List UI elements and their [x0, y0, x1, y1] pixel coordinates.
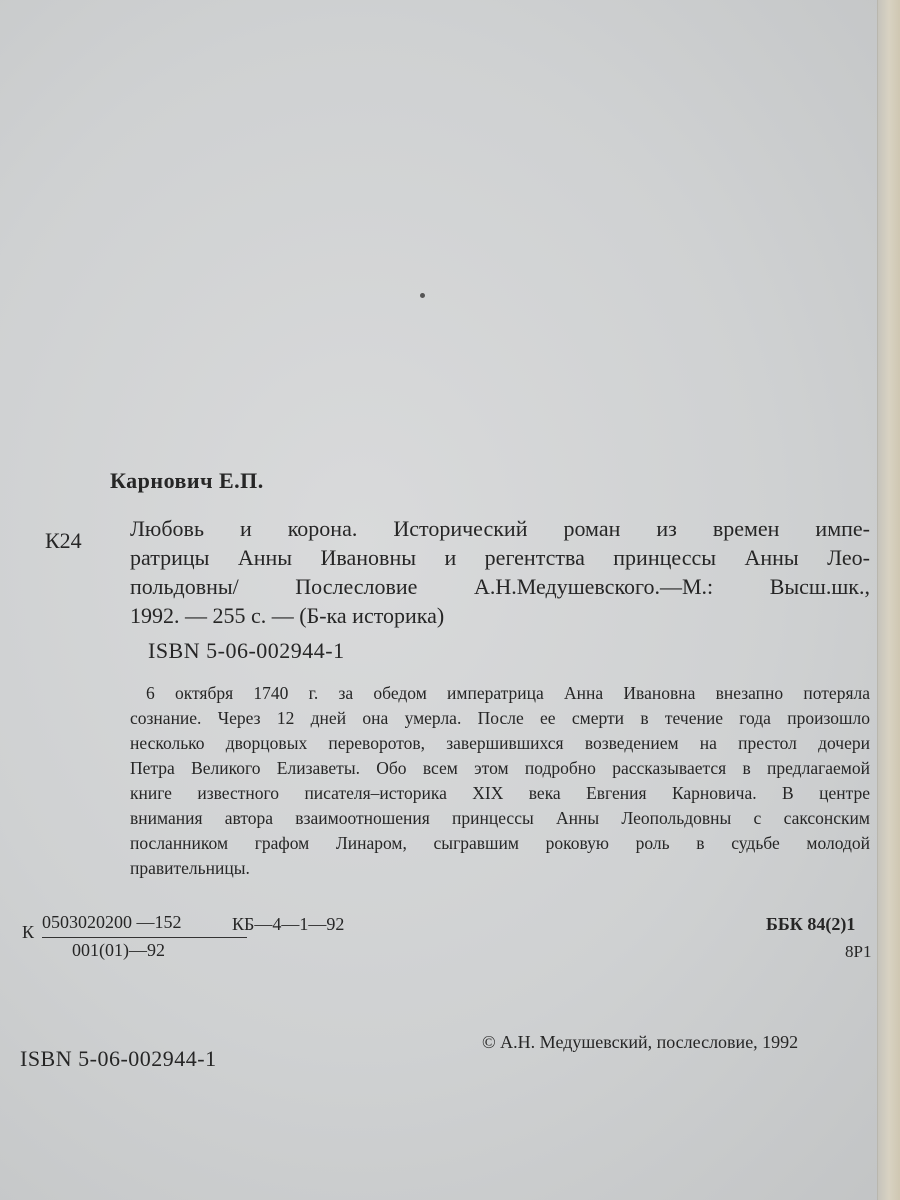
- isbn-footer: ISBN 5-06-002944-1: [20, 1046, 217, 1071]
- copyright-notice: © А.Н. Медушевский, послесловие, 1992: [482, 1032, 799, 1052]
- annotation-line: правительницы.: [130, 858, 250, 878]
- k-code-numerator: 0503020200 —152: [42, 912, 182, 932]
- annotation-line: посланником графом Линаром, сыгравшим роковую роль в судьбе молодой: [130, 833, 870, 853]
- annotation-line: 6 октября 1740 г. за обедом императрица Анна Ивановна внезапно потеряла: [146, 683, 870, 703]
- bibliographic-entry: [130, 514, 870, 630]
- entry-line: Любовь и корона. Исторический роман из времен импе-: [130, 516, 870, 541]
- classification-code: К24: [45, 528, 82, 553]
- isbn-entry: ISBN 5-06-002944-1: [148, 638, 345, 663]
- entry-line: польдовны/ Послесловие А.Н.Медушевского.—М.: Высш.шк.,: [130, 574, 870, 599]
- entry-line: ратрицы Анны Ивановны и регентства принцессы Анны Лео-: [130, 545, 870, 570]
- author-name: Карнович Е.П.: [110, 468, 264, 493]
- fraction-rule: [42, 937, 247, 938]
- annotation-line: Петра Великого Елизаветы. Обо всем этом подробно рассказывается в предлагаемой: [130, 758, 870, 778]
- k-code-denominator: 001(01)—92: [72, 940, 165, 960]
- annotation-line: внимания автора взаимоотношения принцессы Анны Леопольдовны с саксонским: [130, 808, 870, 828]
- entry-line: 1992. — 255 с. — (Б-ка историка): [130, 603, 445, 628]
- page-edge: [877, 0, 900, 1200]
- kb-code: КБ—4—1—92: [232, 914, 345, 934]
- k-code-letter: К: [22, 922, 35, 942]
- bbk-subcode: 8Р1: [845, 942, 872, 961]
- annotation: [130, 681, 870, 881]
- ink-speck: [420, 293, 425, 298]
- annotation-line: несколько дворцовых переворотов, завершившихся возведением на престол дочери: [130, 733, 870, 753]
- annotation-line: книге известного писателя–историка XIX века Евгения Карновича. В центре: [130, 783, 870, 803]
- annotation-line: сознание. Через 12 дней она умерла. После ее смерти в течение года произошло: [130, 708, 870, 728]
- bbk-code: ББК 84(2)1: [766, 914, 856, 934]
